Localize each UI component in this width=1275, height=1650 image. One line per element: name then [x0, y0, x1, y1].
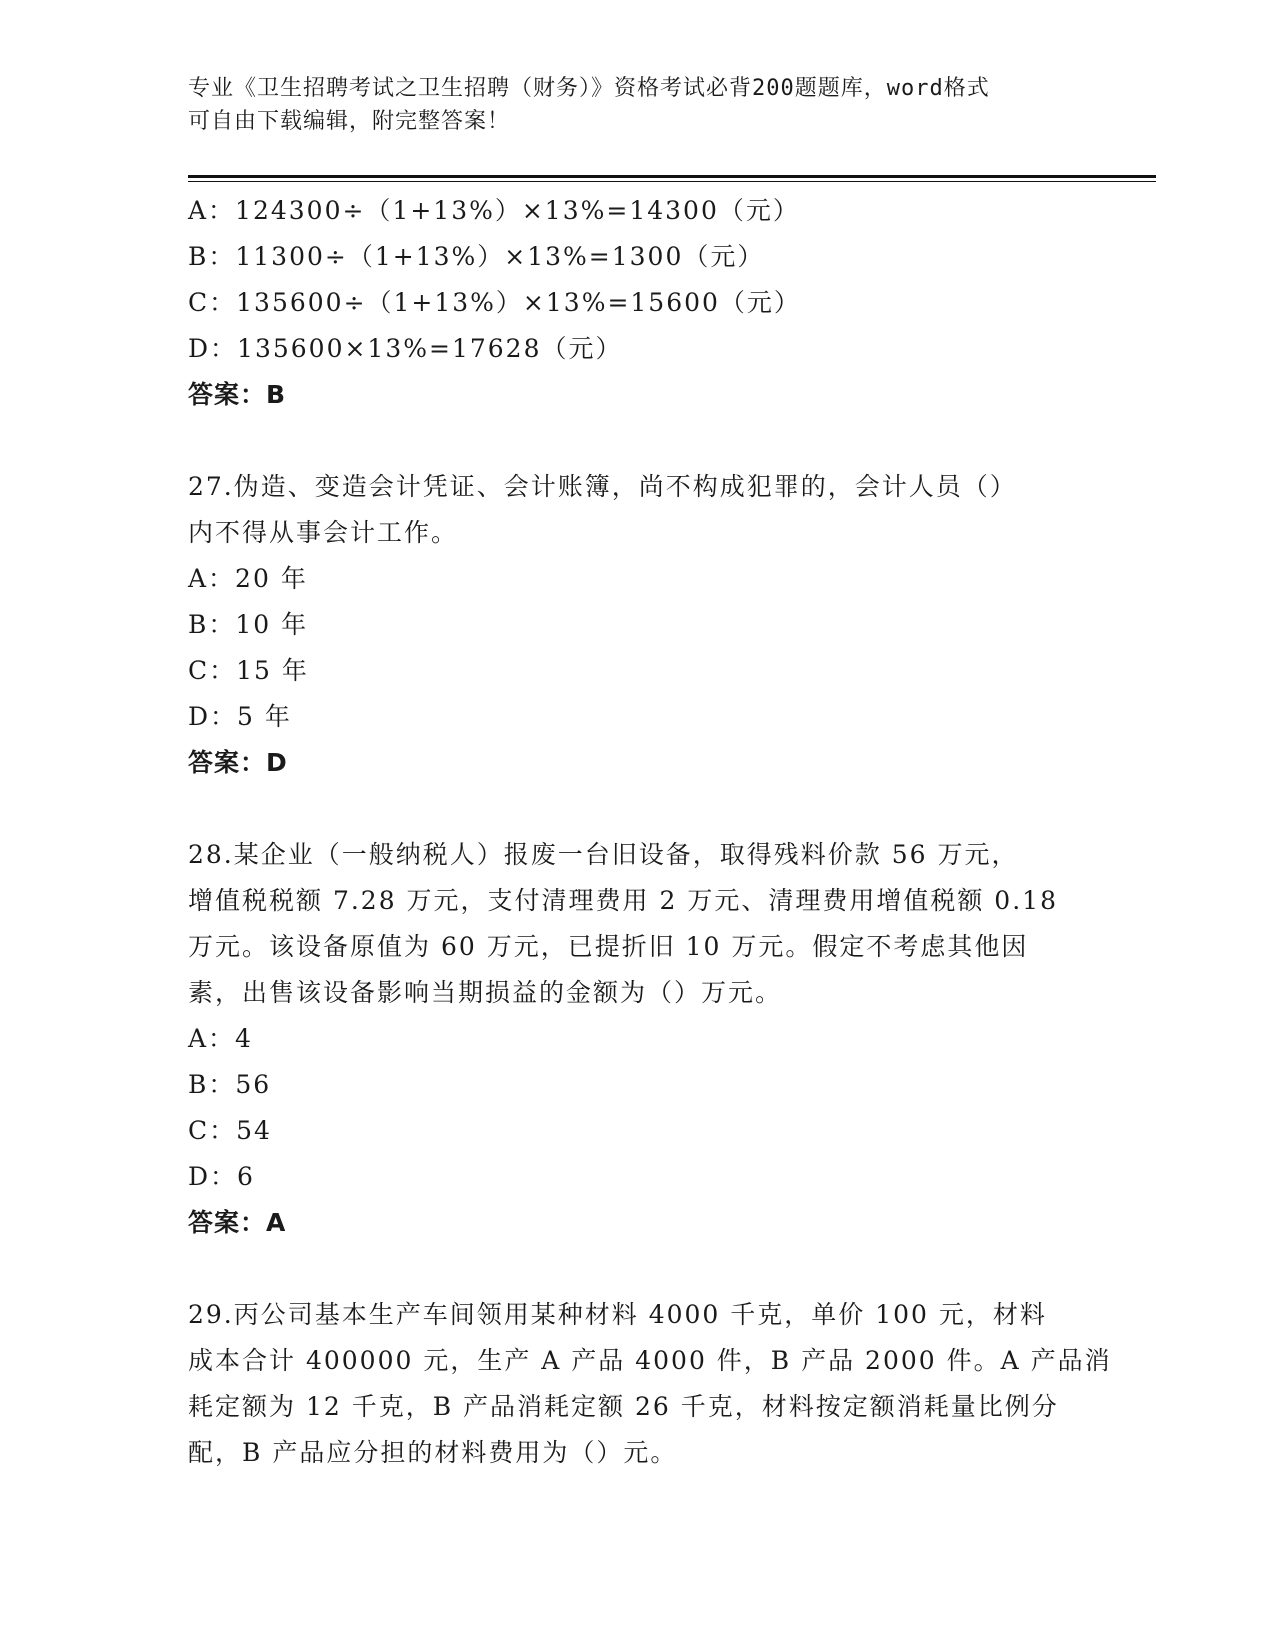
question-29-block: [188, 1292, 1112, 1476]
option-b: B：56: [188, 1070, 272, 1099]
option-a: A：124300÷（1+13%）×13%=14300（元）: [188, 196, 800, 225]
question-27-block: [188, 464, 1088, 786]
question-text-line: 万元。该设备原值为 60 万元，已提折旧 10 万元。假定不考虑其他因: [188, 932, 1029, 961]
option-d: D：5 年: [188, 702, 292, 731]
question-text-line: 增值税税额 7.28 万元，支付清理费用 2 万元、清理费用增值税额 0.18: [188, 886, 1058, 915]
answer-label: 答案：D: [188, 748, 288, 777]
option-a: A：4: [188, 1024, 253, 1053]
question-text-line: 29.丙公司基本生产车间领用某种材料 4000 千克，单价 100 元，材料: [188, 1300, 1047, 1329]
option-c: C：54: [188, 1116, 272, 1145]
header-line-1: 专业《卫生招聘考试之卫生招聘（财务）》资格考试必背200题题库，word格式: [188, 76, 990, 101]
spacer: [188, 418, 1088, 464]
spacer: [188, 786, 1088, 832]
option-b: B：11300÷（1+13%）×13%=1300（元）: [188, 242, 765, 271]
option-c: C：15 年: [188, 656, 309, 685]
question-text-line: 耗定额为 12 千克，B 产品消耗定额 26 千克，材料按定额消耗量比例分: [188, 1392, 1059, 1421]
option-b: B：10 年: [188, 610, 309, 639]
question-text-line: 配，B 产品应分担的材料费用为（）元。: [188, 1438, 678, 1467]
question-26-block: [188, 188, 1088, 418]
question-text-line: 素，出售该设备影响当期损益的金额为（）万元。: [188, 978, 783, 1007]
answer-label: 答案：A: [188, 1208, 287, 1237]
header-rule-thin: [188, 181, 1156, 182]
option-d: D：6: [188, 1162, 255, 1191]
question-text-line: 28.某企业（一般纳税人）报废一台旧设备，取得残料价款 56 万元，: [188, 840, 1019, 869]
document-header: [188, 72, 1068, 138]
question-text-line: 内不得从事会计工作。: [188, 518, 459, 547]
option-d: D：135600×13%=17628（元）: [188, 334, 623, 363]
question-text-line: 27.伪造、变造会计凭证、会计账簿，尚不构成犯罪的，会计人员（）: [188, 472, 1017, 501]
question-28-block: [188, 832, 1088, 1246]
spacer: [188, 1246, 1088, 1292]
option-c: C：135600÷（1+13%）×13%=15600（元）: [188, 288, 801, 317]
answer-label: 答案：B: [188, 380, 287, 409]
header-line-2: 可自由下载编辑，附完整答案！: [188, 109, 511, 134]
question-text-line: 成本合计 400000 元，生产 A 产品 4000 件，B 产品 2000 件。A 产品消: [188, 1346, 1112, 1375]
option-a: A：20 年: [188, 564, 308, 593]
question-list: [188, 188, 1112, 1476]
header-rule-thick: [188, 175, 1156, 178]
